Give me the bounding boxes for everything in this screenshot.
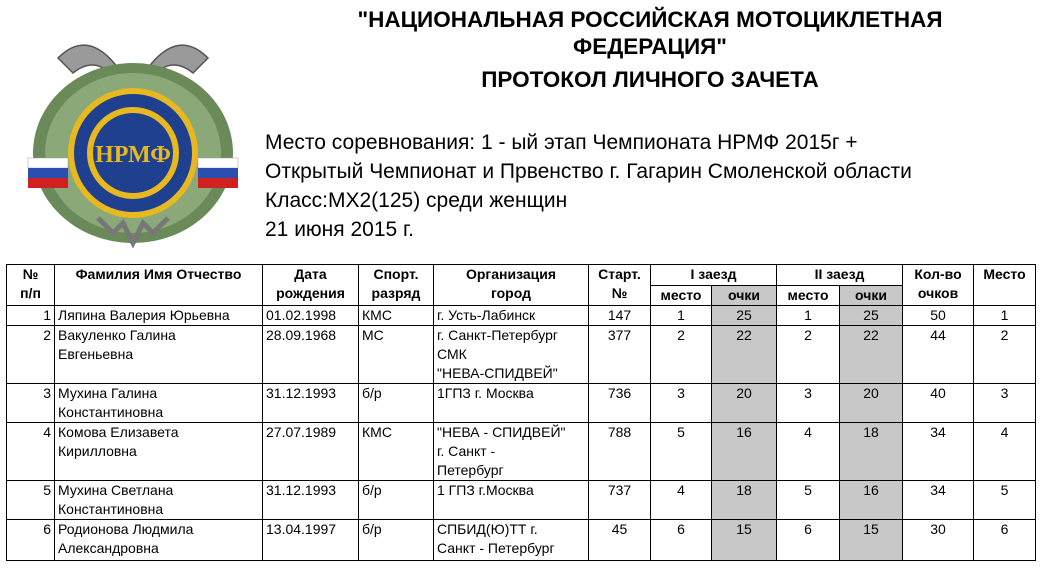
- race2-place: 2: [777, 326, 840, 384]
- rider-org: г. Усть-Лабинск: [434, 306, 589, 326]
- rider-dob: 31.12.1993: [263, 384, 359, 423]
- table-row: [7, 326, 1036, 384]
- race2-place: 4: [777, 423, 840, 481]
- race1-place: 2: [651, 326, 712, 384]
- date-line: 21 июня 2015 г.: [265, 218, 414, 241]
- race2-points: 25: [840, 306, 903, 326]
- table-row: [7, 520, 1036, 561]
- race2-points: 22: [840, 326, 903, 384]
- rider-rank: б/р: [359, 384, 434, 423]
- svg-text:НРМФ: НРМФ: [95, 142, 171, 168]
- results-table: [6, 264, 1036, 561]
- total-points: 34: [903, 481, 974, 520]
- row-number: 3: [7, 384, 55, 423]
- competition-info: [265, 128, 912, 244]
- table-row: [7, 423, 1036, 481]
- col-org-header: Организация город: [434, 265, 589, 306]
- total-points: 34: [903, 423, 974, 481]
- start-number: 737: [589, 481, 651, 520]
- federation-emblem-icon: [18, 18, 248, 248]
- race1-points: 15: [712, 520, 777, 561]
- col-start-header: Старт. №: [589, 265, 651, 306]
- col-name-header: Фамилия Имя Отчество: [55, 265, 263, 306]
- rider-org: СПБИД(Ю)ТТ г. Санкт - Петербург: [434, 520, 589, 561]
- row-number: 5: [7, 481, 55, 520]
- rider-org: "НЕВА - СПИДВЕЙ" г. Санкт - Петербург: [434, 423, 589, 481]
- race2-place: 5: [777, 481, 840, 520]
- col-number-header: № п/п: [7, 265, 55, 306]
- race2-place: 1: [777, 306, 840, 326]
- race1-place: 5: [651, 423, 712, 481]
- rider-dob: 01.02.1998: [263, 306, 359, 326]
- col-dob-header: Дата рождения: [263, 265, 359, 306]
- rider-rank: КМС: [359, 423, 434, 481]
- start-number: 147: [589, 306, 651, 326]
- table-row: [7, 481, 1036, 520]
- rider-org: 1 ГПЗ г.Москва: [434, 481, 589, 520]
- rider-rank: б/р: [359, 520, 434, 561]
- venue-line-1: Место соревнования: 1 - ый этап Чемпионата НРМФ 2015г +: [265, 131, 858, 154]
- total-points: 50: [903, 306, 974, 326]
- final-place: 1: [974, 306, 1036, 326]
- rider-name: Мухина Светлана Константиновна: [55, 481, 263, 520]
- rider-name: Родионова Людмила Александровна: [55, 520, 263, 561]
- race1-points: 22: [712, 326, 777, 384]
- race2-points: 16: [840, 481, 903, 520]
- final-place: 3: [974, 384, 1036, 423]
- final-place: 2: [974, 326, 1036, 384]
- race2-points: 18: [840, 423, 903, 481]
- race1-points: 20: [712, 384, 777, 423]
- federation-logo: [18, 18, 248, 248]
- race1-points-header: очки: [712, 286, 777, 306]
- race1-place: 4: [651, 481, 712, 520]
- race2-place: 6: [777, 520, 840, 561]
- race1-place: 1: [651, 306, 712, 326]
- rider-name: Комова Елизавета Кирилловна: [55, 423, 263, 481]
- total-points: 40: [903, 384, 974, 423]
- race1-place: 6: [651, 520, 712, 561]
- start-number: 45: [589, 520, 651, 561]
- rider-name: Мухина Галина Константиновна: [55, 384, 263, 423]
- rider-rank: КМС: [359, 306, 434, 326]
- final-place: 6: [974, 520, 1036, 561]
- rider-rank: б/р: [359, 481, 434, 520]
- table-row: [7, 306, 1036, 326]
- rider-dob: 31.12.1993: [263, 481, 359, 520]
- row-number: 6: [7, 520, 55, 561]
- race2-place-header: место: [777, 286, 840, 306]
- title-line-1: "НАЦИОНАЛЬНАЯ РОССИЙСКАЯ МОТОЦИКЛЕТНАЯ: [357, 7, 943, 32]
- table-header-row: [7, 265, 1036, 286]
- total-points: 30: [903, 520, 974, 561]
- col-race2-header: II заезд: [777, 265, 903, 286]
- col-total-header: Кол-во очков: [903, 265, 974, 306]
- rider-dob: 28.09.1968: [263, 326, 359, 384]
- row-number: 1: [7, 306, 55, 326]
- rider-name: Ляпина Валерия Юрьевна: [55, 306, 263, 326]
- race1-points: 25: [712, 306, 777, 326]
- total-points: 44: [903, 326, 974, 384]
- rider-org: г. Санкт-Петербург СМК "НЕВА-СПИДВЕЙ": [434, 326, 589, 384]
- table-row: [7, 384, 1036, 423]
- title-line-3: ПРОТОКОЛ ЛИЧНОГО ЗАЧЕТА: [481, 67, 819, 92]
- rider-name: Вакуленко Галина Евгеньевна: [55, 326, 263, 384]
- race1-place: 3: [651, 384, 712, 423]
- row-number: 2: [7, 326, 55, 384]
- venue-line-2: Открытый Чемпионат и Првенство г. Гагарин Смоленской области: [265, 160, 912, 183]
- race2-place: 3: [777, 384, 840, 423]
- document-title: [300, 6, 1000, 93]
- final-place: 5: [974, 481, 1036, 520]
- race2-points: 15: [840, 520, 903, 561]
- start-number: 788: [589, 423, 651, 481]
- col-race1-header: I заезд: [651, 265, 777, 286]
- rider-rank: МС: [359, 326, 434, 384]
- col-rank-header: Спорт. разряд: [359, 265, 434, 306]
- race1-points: 18: [712, 481, 777, 520]
- rider-dob: 13.04.1997: [263, 520, 359, 561]
- start-number: 736: [589, 384, 651, 423]
- row-number: 4: [7, 423, 55, 481]
- rider-dob: 27.07.1989: [263, 423, 359, 481]
- title-line-2: ФЕДЕРАЦИЯ": [573, 34, 727, 59]
- race2-points-header: очки: [840, 286, 903, 306]
- class-line: Класс:МХ2(125) среди женщин: [265, 189, 568, 212]
- race1-place-header: место: [651, 286, 712, 306]
- rider-org: 1ГПЗ г. Москва: [434, 384, 589, 423]
- start-number: 377: [589, 326, 651, 384]
- col-place-header: Место: [974, 265, 1036, 306]
- race2-points: 20: [840, 384, 903, 423]
- race1-points: 16: [712, 423, 777, 481]
- final-place: 4: [974, 423, 1036, 481]
